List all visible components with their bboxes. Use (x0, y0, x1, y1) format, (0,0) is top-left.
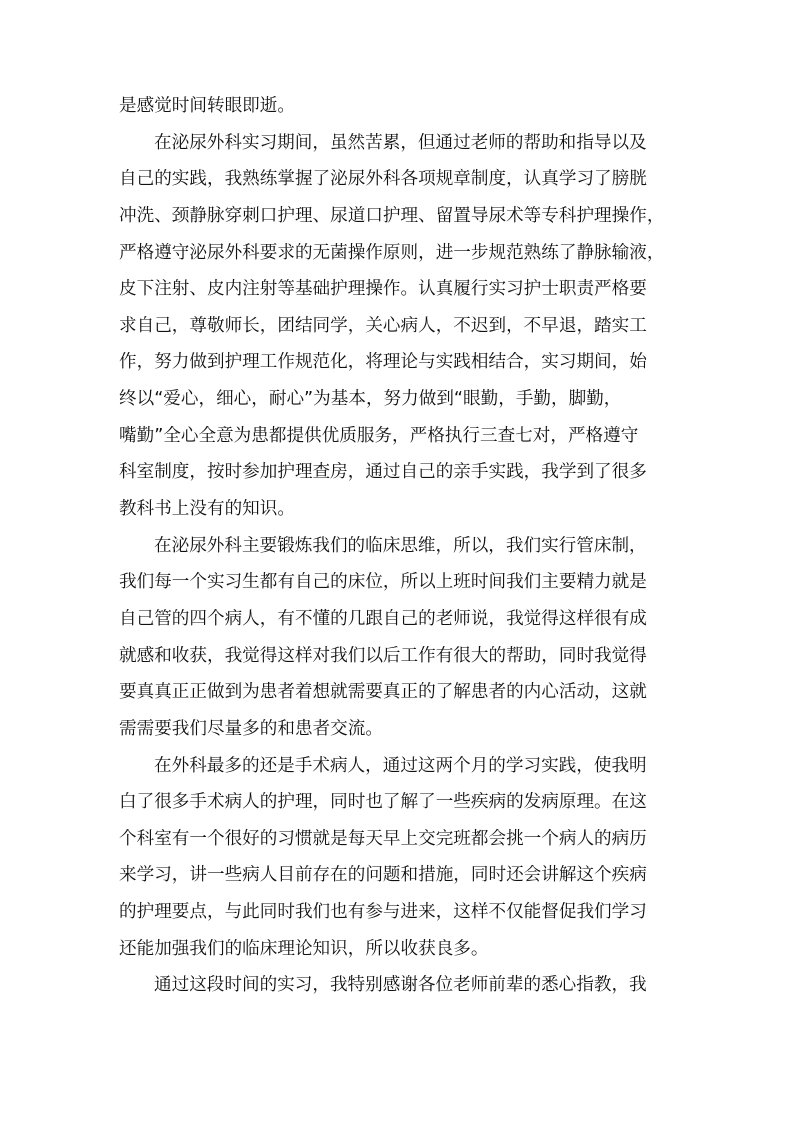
paragraph-first-line: 在泌尿外科实习期间，虽然苦累，但通过老师的帮助和指导以及 (154, 132, 647, 153)
text-line: 皮下注射、皮内注射等基础护理操作。认真履行实习护士职责严格要 (119, 279, 647, 300)
text-line: 自己的实践，我熟练掌握了泌尿外科各项规章制度，认真学习了膀胱 (119, 169, 647, 190)
text-line: 就感和收获，我觉得这样对我们以后工作有很大的帮助，同时我觉得 (119, 645, 647, 666)
paragraph-first-line: 在泌尿外科主要锻炼我们的临床思维，所以，我们实行管床制， (154, 535, 647, 556)
document-body (119, 88, 689, 1004)
text-line: 个科室有一个很好的习惯就是每天早上交完班都会挑一个病人的病历 (119, 828, 647, 849)
text-line: 嘴勤”全心全意为患都提供优质服务，严格执行三查七对，严格遵守 (119, 425, 639, 446)
paragraph-first-line: 在外科最多的还是手术病人，通过这两个月的学习实践，使我明 (154, 755, 647, 776)
text-line: 严格遵守泌尿外科要求的无菌操作原则，进一步规范熟练了静脉输液， (119, 242, 665, 263)
text-line: 作，努力做到护理工作规范化，将理论与实践相结合，实习期间，始 (119, 352, 647, 373)
text-line: 我们每一个实习生都有自己的床位，所以上班时间我们主要精力就是 (119, 572, 647, 593)
text-line: 教科书上没有的知识。 (119, 499, 295, 520)
text-line: 白了很多手术病人的护理，同时也了解了一些疾病的发病原理。在这 (119, 792, 647, 813)
text-line: 自己管的四个病人，有不懂的几跟自己的老师说，我觉得这样很有成 (119, 608, 647, 629)
text-line: 是感觉时间转眼即逝。 (119, 96, 295, 116)
text-line: 求自己，尊敬师长，团结同学，关心病人，不迟到，不早退，踏实工 (119, 315, 647, 336)
text-line: 还能加强我们的临床理论知识，所以收获良多。 (119, 938, 489, 959)
text-line: 需需要我们尽量多的和患者交流。 (119, 718, 383, 739)
text-line: 冲洗、颈静脉穿刺口护理、尿道口护理、留置导尿术等专科护理操作， (119, 205, 665, 226)
text-line: 终以“爱心，细心，耐心”为基本，努力做到“眼勤，手勤，脚勤， (119, 389, 622, 410)
text-line: 的护理要点，与此同时我们也有参与进来，这样不仅能督促我们学习 (119, 902, 647, 923)
paragraph-first-line: 通过这段时间的实习，我特别感谢各位老师前辈的悉心指教，我 (154, 975, 647, 996)
text-line: 科室制度，按时参加护理查房，通过自己的亲手实践，我学到了很多 (119, 462, 647, 483)
text-line: 要真真正正做到为患者着想就需要真正的了解患者的内心活动，这就 (119, 682, 647, 703)
text-line: 来学习，讲一些病人目前存在的问题和措施，同时还会讲解这个疾病 (119, 865, 647, 886)
